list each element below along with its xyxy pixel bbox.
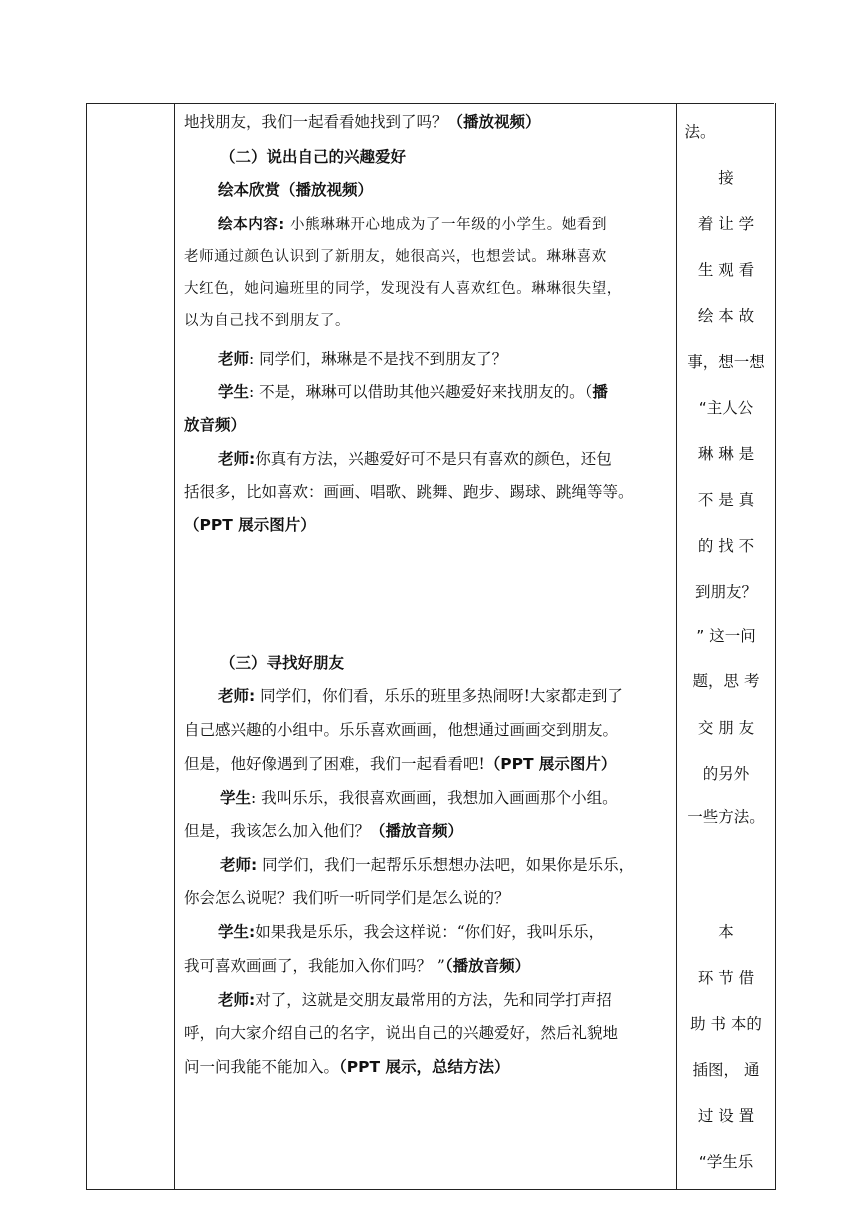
note-line: ” 这一问	[696, 627, 756, 645]
teacher-line-5-cont: 呼，向大家介绍自己的名字，说出自己的兴趣爱好，然后礼貌地	[184, 1024, 619, 1042]
content-line-2: 老师通过颜色认识到了新朋友，她很高兴，也想尝试。琳琳喜欢	[184, 249, 607, 265]
text: 对了，这就是交朋友最常用的方法，先和同学打声招	[255, 991, 612, 1009]
note-line: 本	[718, 923, 734, 941]
speaker-label: 老师:	[218, 687, 256, 705]
note-line: 过 设 置	[697, 1107, 755, 1125]
speaker-label: 学生	[218, 383, 250, 401]
bold-text: （PPT 展示，总结方法）	[339, 1058, 510, 1076]
student-line-1-cont: 放音频）	[184, 416, 247, 434]
content-line-1	[218, 215, 607, 235]
text: 问一问我能不能加入。	[184, 1058, 340, 1076]
student-line-2	[220, 788, 618, 808]
speaker-label: 老师:	[220, 856, 258, 874]
note-line: 交 朋 友	[697, 719, 755, 737]
speaker-label: 老师:	[218, 991, 256, 1009]
content-line-4: 以为自己找不到朋友了。	[184, 313, 351, 329]
note-line: 插图， 通	[692, 1061, 760, 1079]
bold-text: （播放音频）	[370, 822, 464, 840]
text: 如果我是乐乐，我会这样说：“你们好，我叫乐乐，	[255, 923, 605, 941]
text: : 不是，琳琳可以借助其他兴趣爱好来找朋友的。（	[249, 383, 593, 401]
ppt-note: （PPT 展示图片）	[184, 516, 316, 534]
bold-text: 播	[592, 383, 608, 401]
content-line-3: 大红色，她问遍班里的同学，发现没有人喜欢红色。琳琳很失望，	[184, 281, 622, 297]
note-line: 助 书 本的	[690, 1015, 762, 1033]
text: 但是，我该怎么加入他们？	[184, 822, 371, 840]
note-line: 环 节 借	[697, 969, 755, 987]
column-divider-left	[174, 103, 175, 1190]
text: : 同学们，琳琳是不是找不到朋友了？	[249, 350, 508, 368]
bold-text: （播放音频）	[444, 957, 531, 975]
text: 但是，他好像遇到了困难，我们一起看看吧!	[184, 755, 485, 773]
note-line: “主人公	[698, 399, 754, 417]
content-label: 绘本内容:	[218, 217, 285, 233]
text: 同学们，我们一起帮乐乐想想办法吧，如果你是乐乐，	[257, 856, 635, 874]
text: 小熊琳琳开心地成为了一年级的小学生。她看到	[290, 217, 608, 233]
speaker-label: 老师:	[218, 450, 256, 468]
text: 地找朋友，我们一起看看她找到了吗？	[184, 113, 448, 131]
text: 我可喜欢画画了，我能加入你们吗？ ”	[184, 957, 445, 975]
text: 你真有方法，兴趣爱好可不是只有喜欢的颜色，还包	[255, 450, 612, 468]
text: : 我叫乐乐，我很喜欢画画，我想加入画画那个小组。	[251, 789, 618, 807]
note-line: 到朋友？	[694, 583, 757, 601]
note-line: 生 观 看	[697, 261, 755, 279]
column-divider-right	[676, 103, 677, 1190]
bold-text: （播放视频）	[447, 113, 541, 131]
teacher-line-4	[220, 855, 634, 875]
note-line: 接	[718, 169, 734, 187]
note-line: 一些方法。	[687, 808, 765, 826]
speaker-label: 老师	[218, 350, 250, 368]
student-line-3	[218, 922, 604, 942]
note-line: 的 找 不	[697, 537, 755, 555]
teacher-line-3	[218, 686, 623, 706]
teacher-line-4-cont: 你会怎么说呢？我们听一听同学们是怎么说的？	[184, 889, 510, 907]
note-line: 题，思 考	[692, 672, 760, 690]
bold-text: （PPT 展示图片）	[484, 755, 617, 773]
teacher-line-1	[218, 349, 507, 369]
note-line: 法。	[684, 123, 716, 141]
note-line: 绘 本 故	[697, 307, 755, 325]
text: 同学们，你们看，乐乐的班里多热闹呀!大家都走到了	[255, 687, 623, 705]
teacher-line-3-cont2	[184, 754, 616, 774]
note-line: 琳 琳 是	[697, 445, 755, 463]
teacher-line-3-cont: 自己感兴趣的小组中。乐乐喜欢画画，他想通过画画交到朋友。	[184, 721, 619, 739]
teacher-line-5-cont2	[184, 1057, 509, 1077]
note-line: 事，想一想	[687, 353, 765, 371]
speaker-label: 学生:	[218, 923, 256, 941]
student-line-1	[218, 382, 608, 402]
speaker-label: 学生	[220, 789, 252, 807]
teacher-line-5	[218, 990, 612, 1010]
student-line-2-cont	[184, 821, 463, 841]
note-line: 着 让 学	[697, 215, 755, 233]
paragraph-line	[184, 112, 541, 132]
section-heading-2: （二）说出自己的兴趣爱好	[220, 148, 407, 166]
note-line: 的另外	[702, 765, 750, 783]
teacher-line-2-cont: 括很多，比如喜欢：画画、唱歌、跳舞、跑步、踢球、跳绳等等。	[184, 483, 634, 501]
picture-book-heading: 绘本欣赏（播放视频）	[218, 181, 374, 199]
student-line-3-cont	[184, 956, 530, 976]
teacher-line-2	[218, 449, 612, 469]
note-line: “学生乐	[698, 1153, 754, 1171]
note-line: 不 是 真	[697, 491, 755, 509]
section-heading-3: （三）寻找好朋友	[220, 654, 345, 672]
